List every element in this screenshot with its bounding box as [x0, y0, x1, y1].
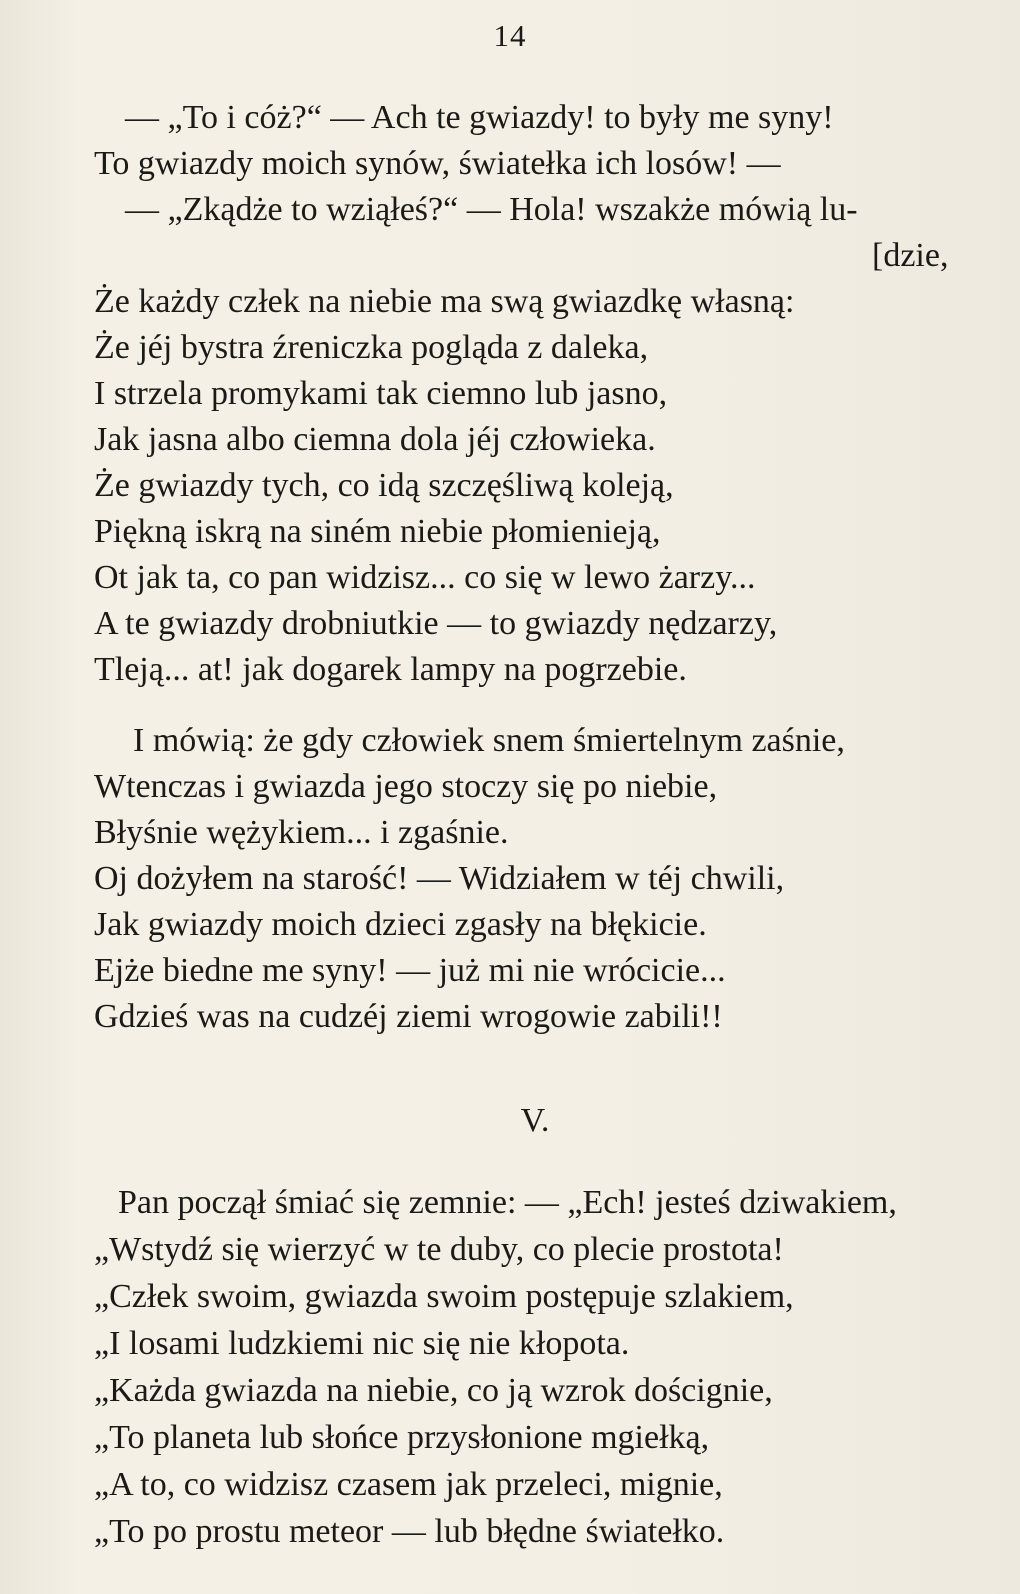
- poem-line: Tleją... at! jak dogarek lampy na pogrzebie.: [94, 651, 687, 688]
- poem-line: Ejże biedne me syny! — już mi nie wrócicie...: [94, 952, 726, 989]
- poem-line: Że gwiazdy tych, co idą szczęśliwą koleją,: [94, 467, 674, 504]
- poem-line-continuation: [dzie,: [872, 237, 949, 274]
- poem-line: I mówią: że gdy człowiek snem śmiertelnym zaśnie,: [133, 722, 845, 759]
- poem-line: „Człek swoim, gwiazda swoim postępuje szlakiem,: [94, 1278, 794, 1315]
- poem-line: Wtenczas i gwiazda jego stoczy się po niebie,: [94, 768, 718, 805]
- poem-line: A te gwiazdy drobniutkie — to gwiazdy nędzarzy,: [94, 605, 778, 642]
- page-number: 14: [493, 18, 527, 53]
- poem-line: „I losami ludzkiemi nic się nie kłopota.: [94, 1325, 630, 1362]
- poem-line: Jak gwiazdy moich dzieci zgasły na błękicie.: [94, 906, 707, 943]
- section-heading: V.: [520, 1102, 550, 1139]
- poem-line: „To planeta lub słońce przysłonione mgiełką,: [94, 1419, 710, 1456]
- poem-line: „Każda gwiazda na niebie, co ją wzrok doścignie,: [94, 1372, 773, 1409]
- poem-line: Jak jasna albo ciemna dola jéj człowieka.: [94, 421, 656, 458]
- poem-line: I strzela promykami tak ciemno lub jasno,: [94, 375, 668, 412]
- poem-line: Błyśnie wężykiem... i zgaśnie.: [94, 814, 509, 851]
- poem-line: Oj dożyłem na starość! — Widziałem w téj chwili,: [94, 860, 785, 897]
- poem-line: Ot jak ta, co pan widzisz... co się w lewo żarzy...: [94, 559, 756, 596]
- poem-line: Piękną iskrą na siném niebie płomienieją,: [94, 513, 661, 550]
- poem-line: Że jéj bystra źreniczka pogląda z daleka,: [94, 329, 649, 366]
- poem-line: — „Zkądże to wziąłeś?“ — Hola! wszakże mówią lu-: [125, 191, 858, 228]
- poem-line: To gwiazdy moich synów, światełka ich losów! —: [94, 145, 781, 182]
- poem-line: Gdzieś was na cudzéj ziemi wrogowie zabili!!: [94, 998, 723, 1035]
- poem-line: „A to, co widzisz czasem jak przeleci, mignie,: [94, 1466, 723, 1503]
- poem-line: Że każdy człek na niebie ma swą gwiazdkę własną:: [94, 283, 795, 320]
- poem-line: Pan począł śmiać się zemnie: — „Ech! jesteś dziwakiem,: [118, 1184, 897, 1221]
- poem-line: — „To i cóż?“ — Ach te gwiazdy! to były me syny!: [125, 99, 834, 136]
- poem-line: „Wstydź się wierzyć w te duby, co plecie prostota!: [94, 1231, 784, 1268]
- poem-line: „To po prostu meteor — lub błędne światełko.: [94, 1513, 725, 1550]
